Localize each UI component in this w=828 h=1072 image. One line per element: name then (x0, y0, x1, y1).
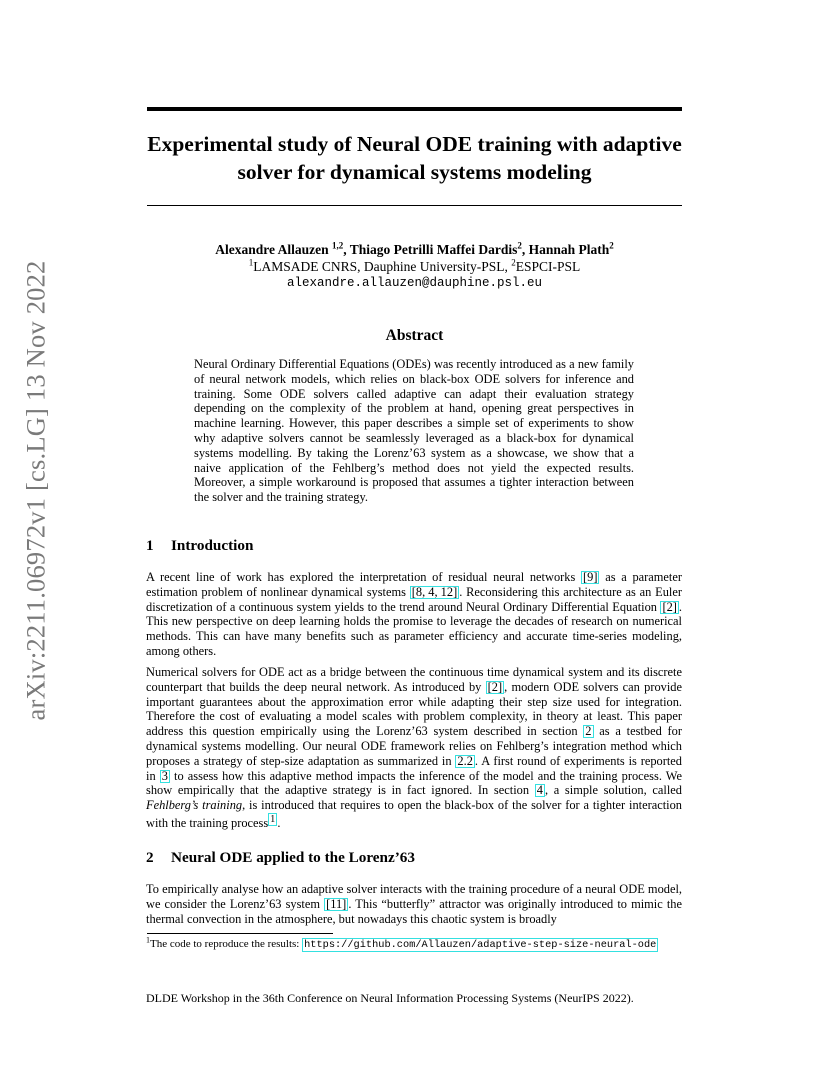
introduction-paragraph-1 (146, 570, 682, 659)
footnote-mark: 1 (146, 935, 150, 945)
code-repository-link[interactable]: https://github.com/Allauzen/adaptive-step-size-neural-ode (304, 939, 657, 951)
introduction-paragraph-2 (146, 665, 682, 831)
section-heading-introduction (146, 537, 686, 555)
abstract-text: Neural Ordinary Differential Equations (ODEs) was recently introduced as a new family of neural network models, which relies on black-box ODE solvers for inference and training. Some ODE solvers called adaptive can adapt their evaluation strategy depending on the complexity of the problem at hand, opening great perspectives in machine learning. However, this paper describes a simple set of experiments to show why adaptive solvers cannot be seamlessly leveraged as a black-box for dynamical systems modelling. By taking the Lorenz’63 system as a showcase, we show that a naive application of the Fehlberg’s method does not yield the expected results. Moreover, a simple workaround is proposed that assumes a tighter interaction between the solver and the training strategy. (194, 357, 634, 505)
section-title: Introduction (171, 537, 254, 554)
text-run: , is introduced that requires to open the black-box of the solver for a tighter interaction with the training process (146, 798, 683, 831)
affiliations (147, 258, 682, 275)
affiliation-mark: 2 (511, 257, 516, 268)
footnote (146, 937, 682, 952)
footnote-text: The code to reproduce the results: (150, 938, 300, 950)
text-run: To empirically analyse how an adaptive solver interacts with the training procedure of a neural ODE model, we consider the Lorenz’63 system (146, 882, 682, 911)
venue-note: DLDE Workshop in the 36th Conference on Neural Information Processing Systems (NeurIPS 2022). (146, 991, 634, 1005)
author-names: Alexandre Allauzen $^{1,2}$, Thiago Petrilli Maffei Dardis$^2$, Hannah Plath$^2$ (215, 240, 614, 257)
author-name: Thiago Petrilli Maffei Dardis (349, 242, 518, 257)
author-affiliation-mark: 2 (517, 240, 522, 251)
author-name: Alexandre Allauzen (215, 242, 329, 257)
citation-link[interactable]: [8, 4, 12] (411, 584, 458, 599)
text-run: , a simple solution, called (544, 783, 682, 798)
paper-title: Experimental study of Neural ODE training with adaptive solver for dynamical systems modeling (147, 132, 682, 184)
emphasis-text: Fehlberg’s training (146, 798, 243, 813)
affiliation: LAMSADE CNRS, Dauphine University-PSL, (253, 259, 512, 274)
section2-paragraph-1 (146, 882, 682, 926)
text-run: A recent line of work has explored the interpretation of residual neural networks (146, 570, 582, 584)
title-top-rule (147, 107, 682, 111)
affiliation-mark: 1 (248, 257, 254, 268)
arxiv-identifier-stamp (20, 259, 52, 721)
section-reference-link[interactable]: 3 (161, 768, 168, 783)
affiliation: ESPCI-PSL (515, 259, 581, 274)
section-reference-link[interactable]: 2.2 (457, 753, 473, 768)
author-block (147, 241, 682, 292)
text-run: as a parameter estimation problem of nonlinear dynamical systems (146, 570, 682, 599)
text-run: , modern ODE solvers can provide important guarantees about the approximation error while adapting their step size used for integration. Therefore the cost of evaluating a model scales with problem complexity, in theory at least. This paper address this question empirically using the Lorenz’63 system described in section (146, 679, 682, 739)
abstract-heading: Abstract (385, 327, 444, 344)
author-affiliation-mark: 2 (609, 240, 614, 251)
author-email[interactable]: alexandre.allauzen@dauphine.psl.eu (286, 276, 543, 290)
author-name: Hannah Plath (528, 242, 610, 257)
text-run: . A first round of experiments is reported in (146, 753, 682, 783)
text-run: . This “butterfly” attractor was originally introduced to mimic the thermal convection in the atmosphere, but nowadays this chaotic system is broadly (146, 896, 682, 926)
section-reference-link[interactable]: 4 (536, 783, 543, 798)
footnote-link[interactable]: 1 (270, 813, 276, 825)
title-bottom-rule (147, 205, 682, 206)
section-heading-neural-ode (146, 849, 686, 867)
text-run: . This new perspective on deep learning holds the promise to leverage the decades of research on numerical methods. This can have many benefits such as parameter efficiency and accurate time-series modeling, among others. (146, 599, 682, 658)
text-run: . (277, 816, 281, 831)
text-run: . Reconsidering this architecture as an Euler discretization of a continuous system yields to the trend around Neural Ordinary Differential Equation (146, 584, 682, 614)
section-number: 1 (146, 537, 154, 554)
arxiv-identifier: arXiv:2211.06972v1 [cs.LG] 13 Nov 2022 (20, 259, 51, 721)
section-title: Neural ODE applied to the Lorenz’63 (171, 849, 415, 866)
text-run: as a testbed for dynamical systems modelling. Our neural ODE framework relies on Fehlberg’s integration method which proposes a strategy of step-size adaptation as summarized in (146, 724, 682, 768)
text-run: Numerical solvers for ODE act as a bridge between the continuous time dynamical system and its discrete counterpart that builds the deep neural network. As introduced by (146, 665, 682, 694)
section-reference-link[interactable]: 2 (585, 724, 592, 739)
text-run: to assess how this adaptive method impacts the inference of the model and the training process. We show empirically that the adaptive strategy is in fact ignored. In section (146, 768, 682, 798)
section-number: 2 (146, 849, 154, 866)
citation-link[interactable]: [11] (326, 896, 347, 911)
citation-link[interactable]: [2] (487, 679, 503, 694)
footnote-rule (147, 933, 333, 934)
citation-link[interactable]: [2] (662, 599, 677, 614)
citation-link[interactable]: [9] (583, 570, 598, 584)
author-affiliation-mark: 1,2 (331, 240, 344, 251)
